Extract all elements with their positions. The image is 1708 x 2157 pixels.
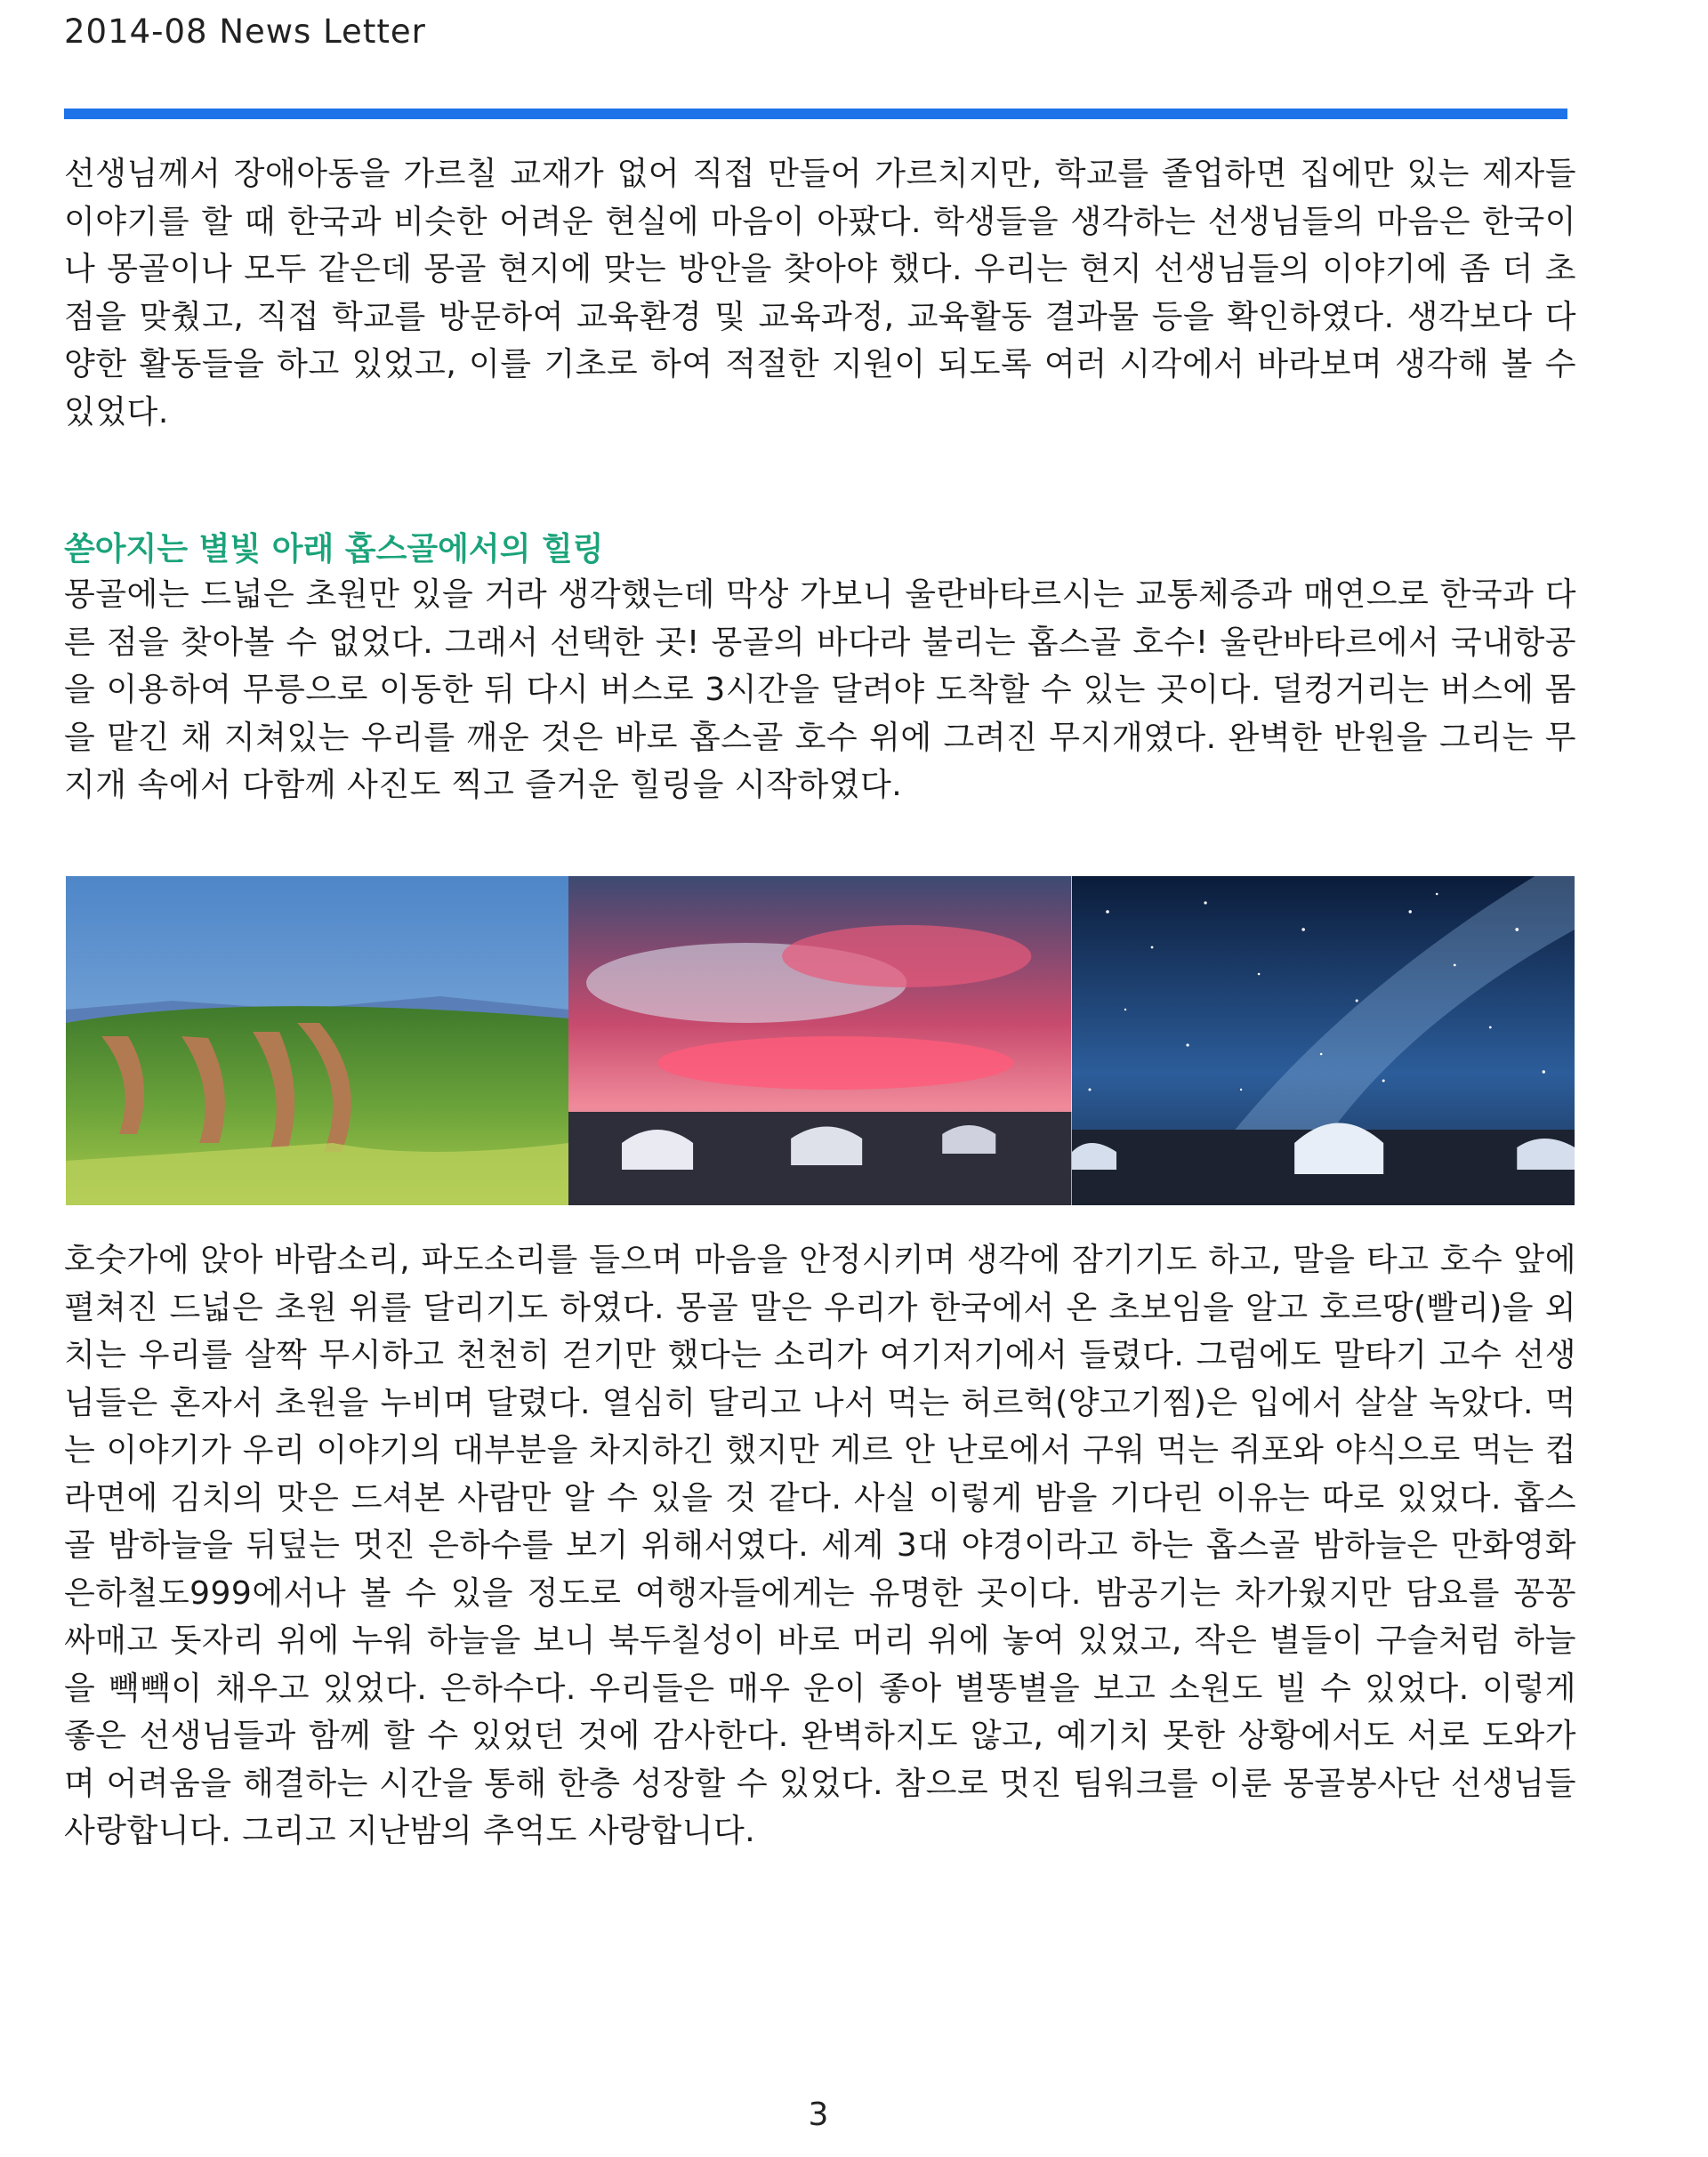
starry-sky-ger-photo — [1072, 876, 1575, 1205]
header-divider — [64, 109, 1567, 119]
section-body-paragraph: 몽골에는 드넓은 초원만 있을 거라 생각했는데 막상 가보니 울란바타르시는 교통체증과 매연으로 한국과 다른 점을 찾아볼 수 없었다. 그래서 선택한 곳! 몽골의 바다라 불리는 홉스골 호수! 울란바타르에서 국내항공을 이용하여 무릉으로 이동한 뒤 다시 버스로 3시간을 달려야 도착할 수 있는 곳이다. 덜컹거리는 버스에 몸을 맡긴 채 지쳐있는 우리를 깨운 것은 바로 홉스골 호수 위에 그려진 무지개였다. 완벽한 반원을 그리는 무지개 속에서 다함께 사진도 찍고 즐거운 힐링을 시작하였다. — [64, 576, 1576, 803]
sunset-ger-photo — [568, 876, 1071, 1205]
intro-paragraph: 선생님께서 장애아동을 가르칠 교재가 없어 직접 만들어 가르치지만, 학교를 졸업하면 집에만 있는 제자들 이야기를 할 때 한국과 비슷한 어려운 현실에 마음이 아팠다. 학생들을 생각하는 선생님들의 마음은 한국이나 몽골이나 모두 같은데 몽골 현지에 맞는 방안을 찾아야 했다. 우리는 현지 선생님들의 이야기에 좀 더 초점을 맞췄고, 직접 학교를 방문하여 교육환경 및 교육과정, 교육활동 결과물 등을 확인하였다. 생각보다 다양한 활동들을 하고 있었고, 이를 기초로 하여 적절한 지원이 되도록 여러 시각에서 바라보며 생각해 볼 수 있었다. — [64, 156, 1576, 431]
photo-strip — [66, 876, 1575, 1205]
closing-paragraph: 호숫가에 앉아 바람소리, 파도소리를 들으며 마음을 안정시키며 생각에 잠기기도 하고, 말을 타고 호수 앞에 펼쳐진 드넓은 초원 위를 달리기도 하였다. 몽골 말은 우리가 한국에서 온 초보임을 알고 호르땅(빨리)을 외치는 우리를 살짝 무시하고 천천히 걷기만 했다는 소리가 여기저기에서 들렸다. 그럼에도 말타기 고수 선생님들은 혼자서 초원을 누비며 달렸다. 열심히 달리고 나서 먹는 허르헉(양고기찜)은 입에서 살살 녹았다. 먹는 이야기가 우리 이야기의 대부분을 차지하긴 했지만 게르 안 난로에서 구워 먹는 쥐포와 야식으로 먹는 컵라면에 김치의 맛은 드셔본 사람만 알 수 있을 것 같다. 사실 이렇게 밤을 기다린 이유는 따로 있었다. 홉스골 밤하늘을 뒤덮는 멋진 은하수를 보기 위해서였다. 세계 3대 야경이라고 하는 홉스골 밤하늘은 만화영화 은하철도999에서나 볼 수 있을 정도로 여행자들에게는 유명한 곳이다. 밤공기는 차가웠지만 담요를 꽁꽁 싸매고 돗자리 위에 누워 하늘을 보니 북두칠성이 바로 머리 위에 놓여 있었고, 작은 별들이 구슬처럼 하늘을 빽빽이 채우고 있었다. 은하수다. 우리들은 매우 운이 좋아 별똥별을 보고 소원도 빌 수 있었다. 이렇게 좋은 선생님들과 함께 할 수 있었던 것에 감사한다. 완벽하지도 않고, 예기치 못한 상황에서도 서로 도와가며 어려움을 해결하는 시간을 통해 한층 성장할 수 있었다. 참으로 멋진 팀워크를 이룬 몽골봉사단 선생님들 사랑합니다. 그리고 지난밤의 추억도 사랑합니다. — [64, 1242, 1576, 1849]
section-heading: 쏟아지는 별빛 아래 홉스골에서의 힐링 — [64, 531, 604, 567]
grassland-photo — [66, 876, 568, 1205]
page-number: 3 — [808, 2097, 829, 2133]
newsletter-title: 2014-08 News Letter — [64, 12, 426, 51]
